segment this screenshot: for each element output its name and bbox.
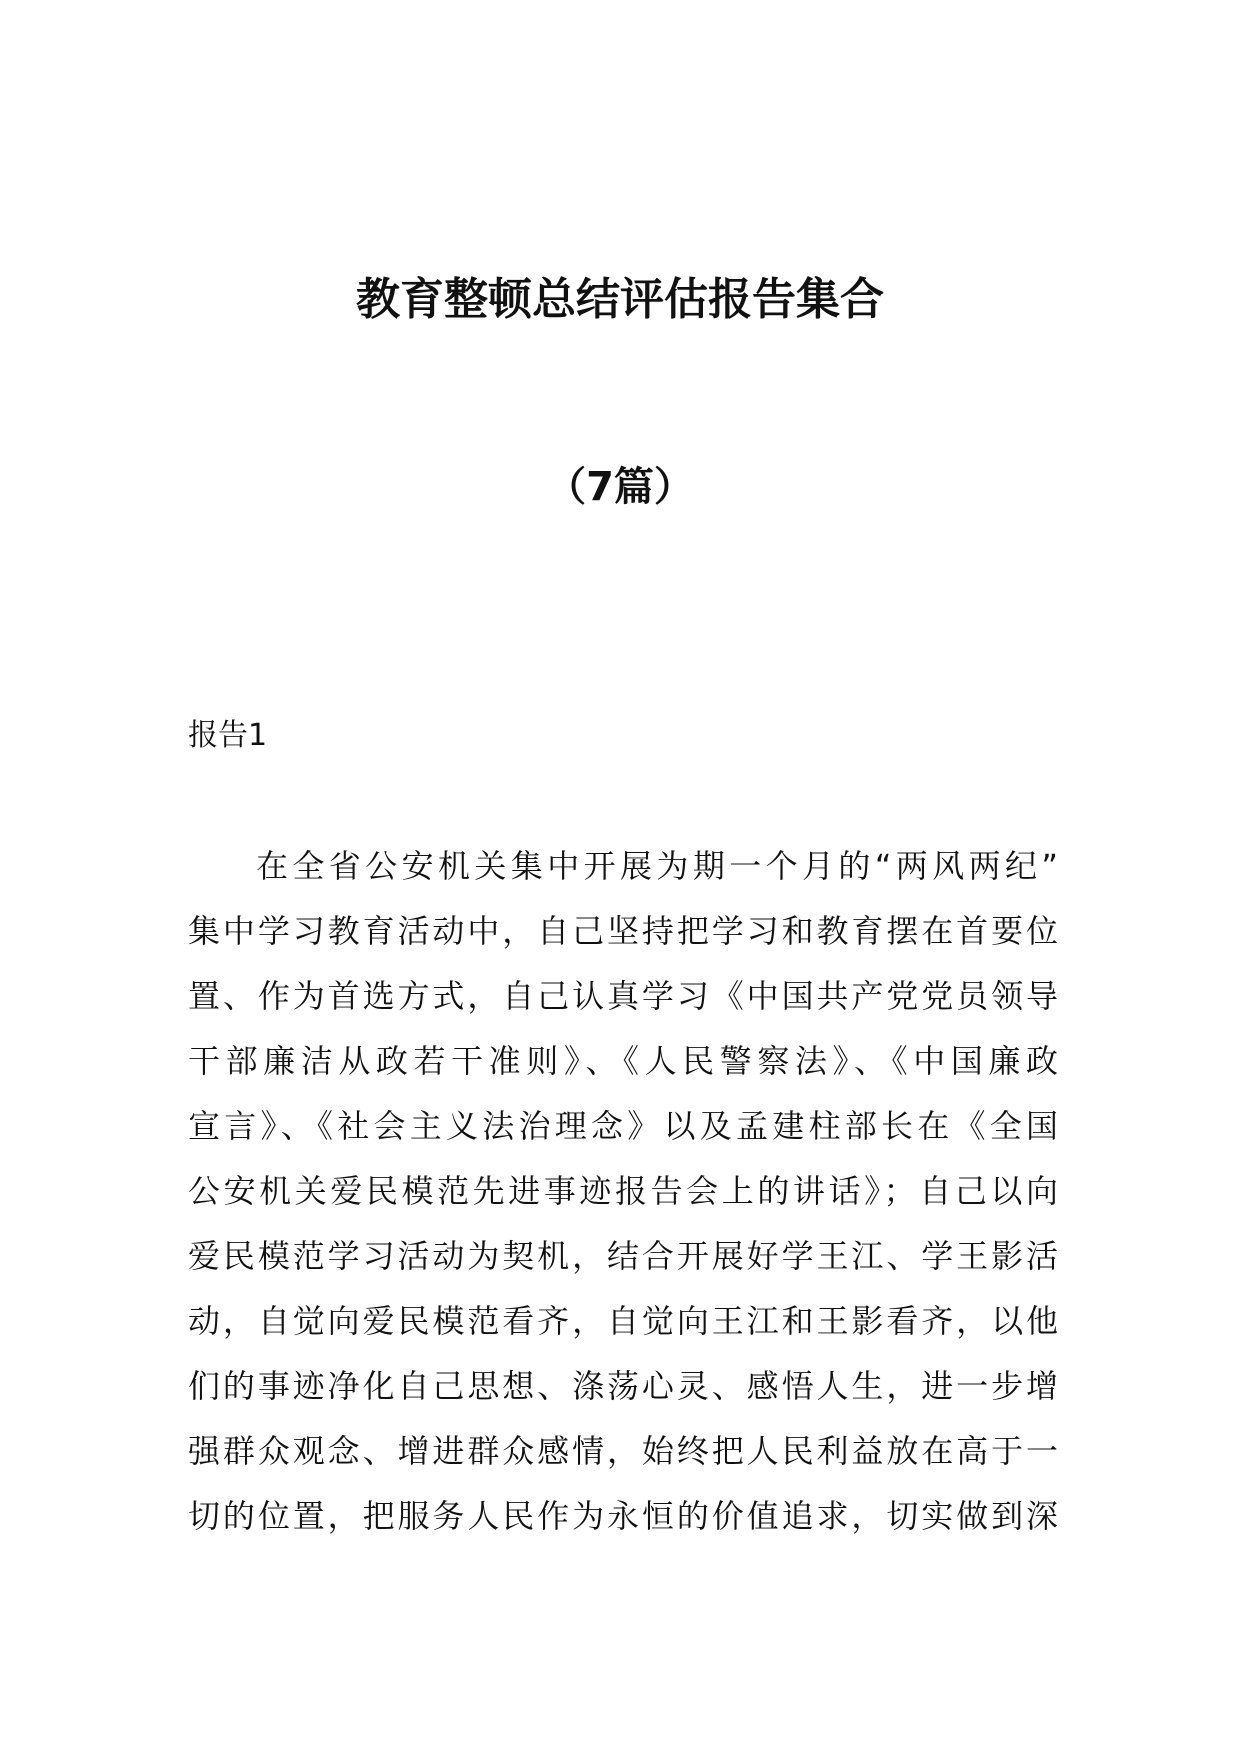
body-line: 公安机关爱民模范先进事迹报告会上的讲话》；自己以向 (188, 1172, 1058, 1210)
body-line: 在全省公安机关集中开展为期一个月的“两风两纪” (256, 847, 1058, 885)
body-line: 置、作为首选方式，自己认真学习《中国共产党党员领导 (188, 977, 1058, 1015)
body-line: 切的位置，把服务人民作为永恒的价值追求，切实做到深 (188, 1497, 1058, 1535)
body-line: 动，自觉向爱民模范看齐，自觉向王江和王影看齐，以他 (188, 1302, 1058, 1340)
body-line: 强群众观念、增进群众感情，始终把人民利益放在高于一 (188, 1432, 1058, 1470)
body-line: 宣言》、《社会主义法治理念》以及孟建柱部长在《全国 (188, 1107, 1058, 1145)
body-paragraph (188, 834, 1058, 1549)
section-heading: 报告1 (188, 718, 268, 753)
body-line: 们的事迹净化自己思想、涤荡心灵、感悟人生，进一步增 (188, 1367, 1058, 1405)
body-line: 干部廉洁从政若干准则》、《人民警察法》、《中国廉政 (188, 1042, 1058, 1080)
body-line: 爱民模范学习活动为契机，结合开展好学王江、学王影活 (188, 1237, 1058, 1275)
document-title: 教育整顿总结评估报告集合 (356, 274, 884, 325)
body-line: 集中学习教育活动中，自己坚持把学习和教育摆在首要位 (188, 912, 1058, 950)
document-subtitle: （7篇） (546, 464, 694, 510)
